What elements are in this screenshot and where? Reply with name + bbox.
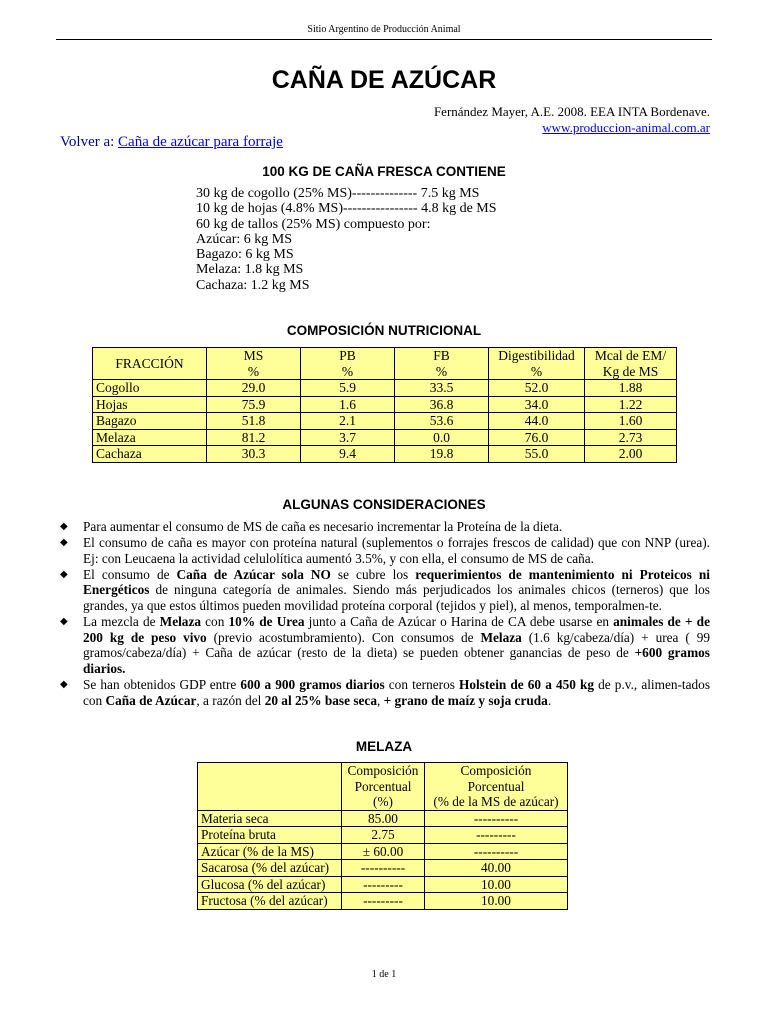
column-header-line2: %	[341, 363, 354, 379]
bullet-text: 10% de Urea	[228, 614, 305, 630]
table-row	[198, 860, 568, 877]
table-cell: 1.22	[585, 396, 677, 413]
table-row	[198, 893, 568, 910]
table-cell: 2.00	[585, 446, 677, 463]
column-header-line2: Kg de MS	[602, 363, 659, 379]
bullet-text: + grano de maíz y soja cruda	[383, 692, 548, 708]
empty-header-cell	[198, 763, 342, 811]
bullet-text: requerimientos de mantenimiento ni Proteicos ni Energéticos	[83, 566, 710, 598]
table-cell: ---------	[342, 893, 425, 910]
diamond-bullet-icon: ◆	[60, 537, 68, 549]
bullet-text: 20 al 25% base seca	[264, 692, 377, 708]
table-row	[198, 843, 568, 860]
content-line: 60 kg de tallos (25% MS) compuesto por:	[196, 216, 431, 232]
component-name: Glucosa (% del azúcar)	[198, 876, 342, 893]
header-rule	[56, 39, 712, 40]
table-cell: 81.2	[207, 429, 301, 446]
bullet-text: +600 gramos diarios.	[83, 645, 710, 676]
bullet-item	[60, 567, 710, 614]
column-header	[207, 348, 301, 380]
table-cell: 29.0	[207, 380, 301, 397]
bullet-text: Caña de Azúcar	[105, 692, 197, 708]
table-row	[198, 827, 568, 844]
bullet-text: Caña de Azúcar sola NO	[176, 566, 331, 582]
table-cell: ----------	[425, 843, 568, 860]
table-cell: 1.6	[301, 396, 395, 413]
column-header-line: Composición	[347, 763, 419, 778]
table-row	[93, 446, 677, 463]
column-header-line1: FB	[433, 348, 450, 363]
table-row	[198, 810, 568, 827]
column-header-line1: Mcal de EM/	[594, 348, 667, 363]
table-cell: 3.7	[301, 429, 395, 446]
table-cell: 2.73	[585, 429, 677, 446]
column-header-line2: %	[530, 363, 543, 379]
component-name: Proteína bruta	[198, 827, 342, 844]
bullet-text: El consumo de caña es mayor con proteína natural (suplementos o forrajes frescos de calidad) que con NNP (urea). Ej: con Leucaena la actividad celulolítica aumentó 3.5%, y con ella, el consumo de MS de caña.	[83, 535, 710, 566]
table-cell: ----------	[425, 810, 568, 827]
table-cell: 2.75	[342, 827, 425, 844]
bullet-text: (previo acostumbramiento). Con consumos de	[206, 629, 481, 645]
diamond-bullet-icon: ◆	[60, 616, 68, 628]
table-row	[93, 380, 677, 397]
table-cell: 5.9	[301, 380, 395, 397]
table-cell: 9.4	[301, 446, 395, 463]
table-cell: 36.8	[395, 396, 489, 413]
section-heading-nutrition: COMPOSICIÓN NUTRICIONAL	[286, 323, 482, 338]
table-cell: 40.00	[425, 860, 568, 877]
column-header-line: Porcentual	[467, 778, 525, 794]
bullet-text: .	[547, 692, 552, 708]
table-cell: ---------	[425, 827, 568, 844]
column-header-line: (%)	[373, 794, 393, 809]
column-header-line1: FRACCIÓN	[115, 355, 184, 371]
content-line: 10 kg de hojas (4.8% MS)---------------- 4.8 kg de MS	[196, 201, 497, 217]
column-header	[395, 348, 489, 380]
table-cell: 10.00	[425, 893, 568, 910]
table-cell: 33.5	[395, 380, 489, 397]
bullet-text: se cubre los	[330, 566, 416, 582]
table-cell: 44.0	[489, 413, 585, 430]
bullet-text: de ninguna categoría de animales. Siendo más perjudicados los animales chicos (terneros) que los grandes, ya que estos últimos pueden movilidad proteína corporal (tejidos y piel), al menos, temporalmen-te.	[83, 582, 710, 613]
back-prefix: Volver a:	[60, 134, 115, 150]
considerations-list	[60, 519, 710, 709]
content-line: Bagazo: 6 kg MS	[196, 247, 294, 263]
table-cell: 2.1	[301, 413, 395, 430]
back-link[interactable]: Caña de azúcar para forraje	[118, 134, 283, 150]
bullet-text: Se han obtenidos GDP entre	[83, 676, 241, 692]
column-header-line1: PB	[339, 348, 356, 363]
component-name: Azúcar (% de la MS)	[198, 843, 342, 860]
table-row	[93, 396, 677, 413]
column-header-line2: %	[435, 363, 448, 379]
table-cell: 0.0	[395, 429, 489, 446]
back-navigation	[60, 134, 283, 151]
table-cell: 52.0	[489, 380, 585, 397]
content-line: 30 kg de cogollo (25% MS)-------------- 7.5 kg MS	[196, 186, 480, 201]
table-cell: 1.60	[585, 413, 677, 430]
content-line: Melaza: 1.8 kg MS	[196, 262, 304, 278]
table-cell: ----------	[342, 860, 425, 877]
column-header-line: Composición	[460, 763, 532, 778]
column-header-line: Porcentual	[354, 778, 412, 794]
bullet-text: Melaza	[159, 614, 202, 630]
table-cell: ± 60.00	[342, 843, 425, 860]
table-cell: 85.00	[342, 810, 425, 827]
table-cell: ---------	[342, 876, 425, 893]
column-header	[93, 348, 207, 380]
fraction-name: Melaza	[93, 429, 207, 446]
table-cell: 1.88	[585, 380, 677, 397]
bullet-text: El consumo de	[83, 566, 177, 582]
table-cell: 75.9	[207, 396, 301, 413]
column-header-line1: MS	[243, 348, 264, 363]
fraction-name: Cogollo	[93, 380, 207, 397]
bullet-text: Melaza	[480, 629, 522, 645]
table-cell: 55.0	[489, 446, 585, 463]
section-heading-composition: 100 KG DE CAÑA FRESCA CONTIENE	[262, 164, 506, 179]
bullet-text: (1.6 kg/cabeza/día) + urea ( 99 gramos/cabeza/día) + Caña de azúcar (resto de la dieta) se pueden obtener ganancias de peso de	[83, 629, 711, 661]
column-header	[489, 348, 585, 380]
component-name: Fructosa (% del azúcar)	[198, 893, 342, 910]
table-cell: 30.3	[207, 446, 301, 463]
bullet-text: animales de + de 200 kg de peso vivo	[83, 614, 710, 645]
bullet-text: con terneros	[384, 676, 459, 692]
bullet-text: , a razón del	[196, 692, 265, 708]
component-name: Materia seca	[198, 810, 342, 827]
bullet-text: de p.v., alimen-tados con	[83, 676, 711, 708]
diamond-bullet-icon: ◆	[60, 678, 68, 690]
fresh-cane-contents	[196, 186, 497, 293]
website-link[interactable]: www.produccion-animal.com.ar	[542, 120, 710, 135]
table-header-row	[93, 348, 677, 380]
page-number: 1 de 1	[371, 969, 397, 980]
table-cell: 34.0	[489, 396, 585, 413]
nutrition-table	[92, 347, 677, 463]
bullet-text: La mezcla de	[83, 614, 160, 630]
column-header	[342, 763, 425, 811]
section-heading-considerations: ALGUNAS CONSIDERACIONES	[282, 497, 486, 512]
bullet-item	[60, 614, 710, 676]
section-heading-melaza: MELAZA	[355, 739, 413, 754]
author-citation: Fernández Mayer, A.E. 2008. EEA INTA Bordenave.	[433, 104, 710, 119]
bullet-item	[60, 519, 710, 535]
component-name: Sacarosa (% del azúcar)	[198, 860, 342, 877]
diamond-bullet-icon: ◆	[60, 521, 68, 532]
table-cell: 10.00	[425, 876, 568, 893]
table-cell: 76.0	[489, 429, 585, 446]
table-row	[198, 876, 568, 893]
page-title: CAÑA DE AZÚCAR	[271, 66, 497, 94]
column-header-line: (% de la MS de azúcar)	[433, 794, 559, 809]
column-header	[425, 763, 568, 811]
bullet-text: ,	[376, 692, 384, 708]
bullet-text: junto a Caña de Azúcar o Harina de CA debe usarse en	[304, 614, 614, 630]
bullet-text: Para aumentar el consumo de MS de caña es necesario incrementar la Proteína de la dieta.	[83, 519, 563, 534]
table-header-row	[198, 763, 568, 811]
table-row	[93, 413, 677, 430]
content-line: Cachaza: 1.2 kg MS	[196, 277, 310, 293]
table-cell: 51.8	[207, 413, 301, 430]
column-header	[301, 348, 395, 380]
column-header-line2: %	[247, 363, 260, 379]
fraction-name: Cachaza	[93, 446, 207, 463]
bullet-text: 600 a 900 gramos diarios	[240, 676, 385, 692]
diamond-bullet-icon: ◆	[60, 568, 68, 580]
bullet-text: Holstein de 60 a 450 kg	[459, 676, 595, 692]
table-row	[93, 429, 677, 446]
fraction-name: Hojas	[93, 396, 207, 413]
table-cell: 53.6	[395, 413, 489, 430]
site-header: Sitio Argentino de Producción Animal	[307, 24, 461, 35]
table-cell: 19.8	[395, 446, 489, 463]
column-header-line1: Digestibilidad	[498, 348, 575, 363]
column-header	[585, 348, 677, 380]
melaza-table	[197, 762, 568, 910]
bullet-text: con	[201, 614, 229, 630]
bullet-item	[60, 535, 710, 566]
content-line: Azúcar: 6 kg MS	[196, 231, 293, 247]
bullet-item	[60, 677, 710, 708]
fraction-name: Bagazo	[93, 413, 207, 430]
